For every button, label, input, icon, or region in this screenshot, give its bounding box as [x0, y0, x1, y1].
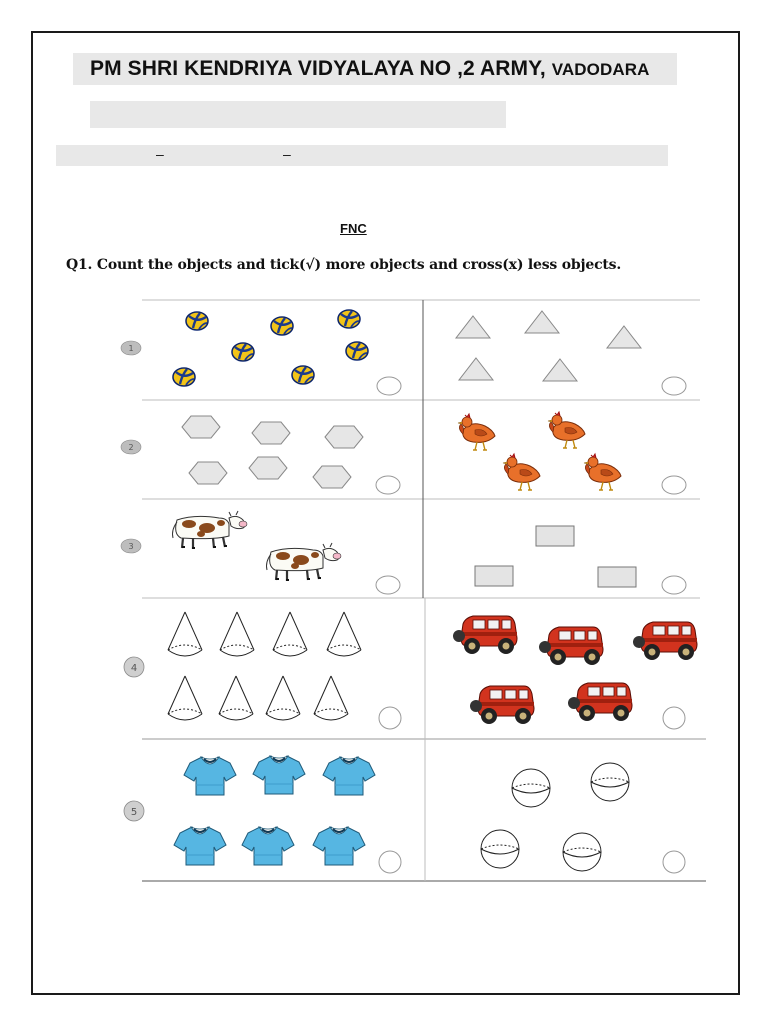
cow-icon — [173, 511, 248, 549]
volleyball-icon — [338, 310, 360, 328]
hexagon-icon — [325, 426, 363, 448]
cone-icon — [327, 612, 361, 656]
triangle-icon — [456, 316, 490, 338]
volleyball-icon — [186, 312, 208, 330]
hexagon-icon — [182, 416, 220, 438]
answer-circle[interactable] — [662, 476, 686, 494]
answer-circle[interactable] — [377, 377, 401, 395]
row-number-3 — [121, 539, 141, 553]
jeep-icon — [453, 616, 517, 654]
rectangle-icon — [598, 567, 636, 587]
cone-icon — [266, 676, 300, 720]
sphere-icon — [563, 833, 601, 871]
hexagon-group — [182, 416, 363, 488]
svg-text:1: 1 — [128, 344, 134, 353]
volleyball-icon — [346, 342, 368, 360]
volleyball-group — [173, 310, 368, 386]
volleyball-icon — [232, 343, 254, 361]
dash-separator: – — [156, 146, 164, 162]
jeep-icon — [470, 686, 534, 724]
volleyball-icon — [173, 368, 195, 386]
sphere-group — [481, 763, 629, 871]
row-number-1 — [121, 341, 141, 355]
cone-icon — [273, 612, 307, 656]
answer-circle[interactable] — [379, 707, 401, 729]
triangle-icon — [459, 358, 493, 380]
answer-circle[interactable] — [663, 707, 685, 729]
jeep-group — [453, 616, 697, 724]
hen-icon — [548, 412, 585, 448]
cone-icon — [220, 612, 254, 656]
cone-icon — [219, 676, 253, 720]
hen-icon — [503, 454, 540, 490]
answer-circle[interactable] — [376, 576, 400, 594]
hen-icon — [458, 414, 495, 450]
triangle-icon — [525, 311, 559, 333]
row-number-5 — [124, 801, 144, 821]
answer-circle[interactable] — [376, 476, 400, 494]
triangle-icon — [543, 359, 577, 381]
tshirt-icon — [242, 827, 294, 865]
cone-icon — [314, 676, 348, 720]
hexagon-icon — [252, 422, 290, 444]
jeep-icon — [568, 683, 632, 721]
tshirt-icon — [184, 757, 236, 795]
cone-icon — [168, 612, 202, 656]
answer-circle[interactable] — [663, 851, 685, 873]
row-number-4 — [124, 657, 144, 677]
svg-text:5: 5 — [130, 807, 138, 818]
triangle-icon — [607, 326, 641, 348]
sphere-icon — [591, 763, 629, 801]
svg-text:3: 3 — [128, 542, 134, 551]
answer-circle[interactable] — [662, 377, 686, 395]
row-number-2 — [121, 440, 141, 454]
triangle-group — [456, 311, 641, 381]
tshirt-group — [174, 756, 375, 865]
hexagon-icon — [189, 462, 227, 484]
dash-separator: – — [283, 146, 291, 162]
tshirt-icon — [174, 827, 226, 865]
hexagon-icon — [249, 457, 287, 479]
jeep-icon — [539, 627, 603, 665]
rectangle-icon — [475, 566, 513, 586]
jeep-icon — [633, 622, 697, 660]
cone-group — [168, 612, 361, 720]
svg-text:4: 4 — [130, 663, 138, 674]
hexagon-icon — [313, 466, 351, 488]
tshirt-icon — [323, 757, 375, 795]
subject-heading: FNC — [340, 221, 367, 236]
volleyball-icon — [292, 366, 314, 384]
sphere-icon — [481, 830, 519, 868]
sphere-icon — [512, 769, 550, 807]
answer-circle[interactable] — [379, 851, 401, 873]
hen-group — [458, 412, 621, 490]
rectangle-icon — [536, 526, 574, 546]
cow-icon — [267, 543, 342, 581]
volleyball-icon — [271, 317, 293, 335]
rectangle-group — [475, 526, 636, 587]
table-lines — [142, 300, 706, 881]
tshirt-icon — [313, 827, 365, 865]
school-name-main: PM SHRI KENDRIYA VIDYALAYA NO ,2 ARMY, — [90, 57, 552, 80]
answer-circle[interactable] — [662, 576, 686, 594]
svg-text:2: 2 — [128, 443, 134, 452]
cow-group — [173, 511, 342, 581]
cone-icon — [168, 676, 202, 720]
school-name-city: VADODARA — [551, 60, 650, 79]
tshirt-icon — [253, 756, 305, 794]
hen-icon — [584, 454, 621, 490]
question-text: Q1. Count the objects and tick(√) more objects and cross(x) less objects. — [66, 257, 622, 273]
